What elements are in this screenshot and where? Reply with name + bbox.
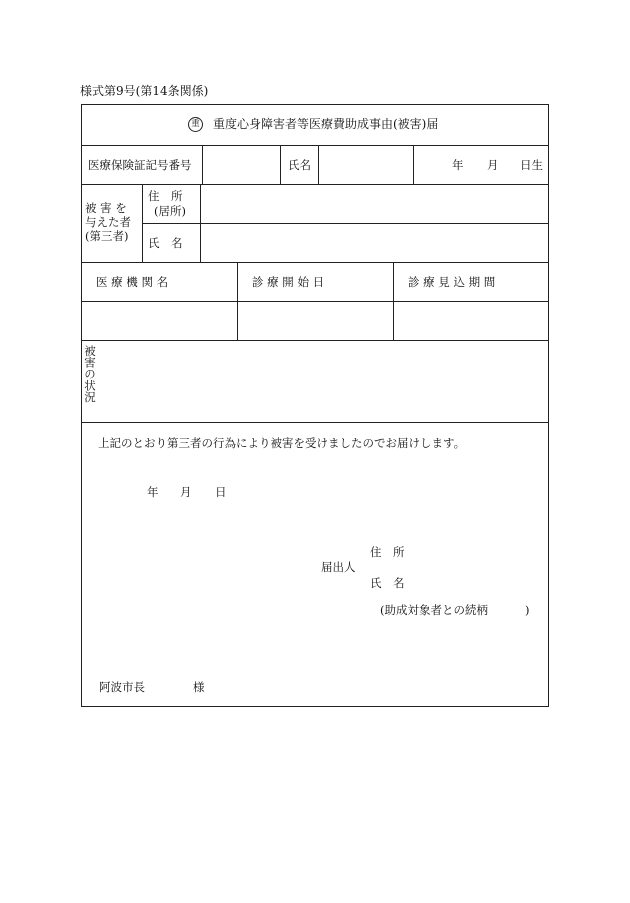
divider — [81, 262, 549, 263]
divider — [413, 145, 414, 184]
party-address-label: 住 所 — [148, 189, 183, 203]
divider — [200, 184, 201, 262]
medical-institution-header: 医 療 機 関 名 — [96, 275, 169, 289]
insurance-number-label: 医療保険証記号番号 — [88, 158, 192, 172]
expected-period-header: 診 療 見 込 期 間 — [408, 275, 496, 289]
divider — [81, 184, 549, 185]
divider — [280, 145, 281, 184]
applicant-label: 届出人 — [321, 560, 356, 574]
form-title — [188, 117, 438, 132]
divider — [81, 301, 549, 302]
third-party-label-line: 被 害 を — [85, 201, 127, 215]
treatment-start-header: 診 療 開 始 日 — [252, 275, 325, 289]
date-year-label: 年 — [147, 485, 159, 499]
addressee-name: 阿波市長 — [99, 680, 145, 694]
relation-close: ) — [525, 603, 530, 617]
addressee-honorific: 様 — [193, 680, 205, 694]
title-text: 重度心身障害者等医療費助成事由(被害)届 — [213, 117, 439, 131]
applicant-address-label: 住 所 — [370, 545, 405, 559]
third-party-label — [85, 201, 139, 243]
divider — [393, 262, 394, 340]
form-number: 様式第9号(第14条関係) — [80, 84, 209, 98]
date-day-label: 日 — [215, 485, 227, 499]
divider — [202, 145, 203, 184]
birth-year-label: 年 — [452, 158, 464, 172]
damage-status-label: 被害の状況 — [83, 345, 97, 403]
third-party-label-line: 与えた者 — [85, 215, 131, 229]
date-month-label: 月 — [180, 485, 192, 499]
divider — [237, 262, 238, 340]
applicant-name-label: 氏 名 — [370, 576, 405, 590]
third-party-label-line: (第三者) — [85, 229, 129, 243]
statement-text: 上記のとおり第三者の行為により被害を受けましたのでお届けします。 — [98, 436, 466, 450]
party-name-label: 氏 名 — [148, 236, 183, 250]
relation-label: (助成対象者との続柄 — [380, 603, 488, 617]
divider — [81, 422, 549, 423]
birth-month-label: 月 — [487, 158, 499, 172]
birth-day-label: 日生 — [520, 158, 543, 172]
divider — [142, 223, 549, 224]
party-address-sub: (居所) — [154, 204, 186, 218]
divider — [318, 145, 319, 184]
divider — [81, 145, 549, 146]
name-label: 氏名 — [288, 158, 311, 172]
divider — [142, 184, 143, 262]
divider — [81, 340, 549, 341]
circled-mark: 重 — [188, 117, 203, 132]
